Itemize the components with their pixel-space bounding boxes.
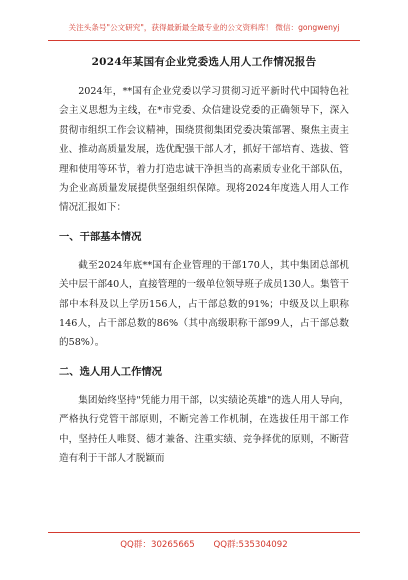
header-divider xyxy=(48,40,360,41)
document-title: 2024年某国有企业党委选人用人工作情况报告 xyxy=(91,56,317,68)
footer xyxy=(0,538,408,550)
selection-work-paragraph: 集团始终坚持"凭能力用干部，以实绩论英雄"的选人用人导向，严格执行党管干部原则，不断完善工作机制，在选拔任用干部工作中，坚持任人唯贤、德才兼备、注重实绩、竞争择优的原则，不断营造有利于干部人才脱颖而 xyxy=(59,394,349,465)
section-heading-selection-work: 二、选人用人工作情况 xyxy=(59,365,162,378)
header-promo-text: 关注头条号"公文研究"，获得最新最全最专业的公文资料库！ 微信：gongwenyj xyxy=(68,23,340,32)
cadre-overview-paragraph: 截至2024年底**国有企业管理的干部170人，其中集团总部机关中层干部40人，直接管理的一级单位领导班子成员130人。集管干部中本科及以上学历156人，占干部总数的91%；中级及以上职称146人，占干部总数的86%（其中高级职称干部99人，占干部总数的58%）。 xyxy=(59,259,349,349)
document-body xyxy=(59,82,349,469)
intro-paragraph: 2024年，**国有企业党委以学习贯彻习近平新时代中国特色社会主义思想为主线，在*市党委、众信建设党委的正确领导下，深入贯彻市组织工作会议精神，围绕贯彻集团党委决策部署、聚焦主责主业、推动高质量发展，选优配强干部人才，抓好干部培育、选拔、管理和使用等环节，着力打造忠诚干净担当的高素质专业化干部队伍，为企业高质量发展提供坚强组织保障。现将2024年度选人用人工作情况汇报如下： xyxy=(59,86,349,214)
footer-qq-group-2: QQ群:535304092 xyxy=(213,540,288,550)
section-heading-cadre-overview: 一、干部基本情况 xyxy=(59,230,142,243)
footer-divider xyxy=(48,532,360,533)
footer-qq-group-1: QQ群：30265665 xyxy=(120,540,195,550)
